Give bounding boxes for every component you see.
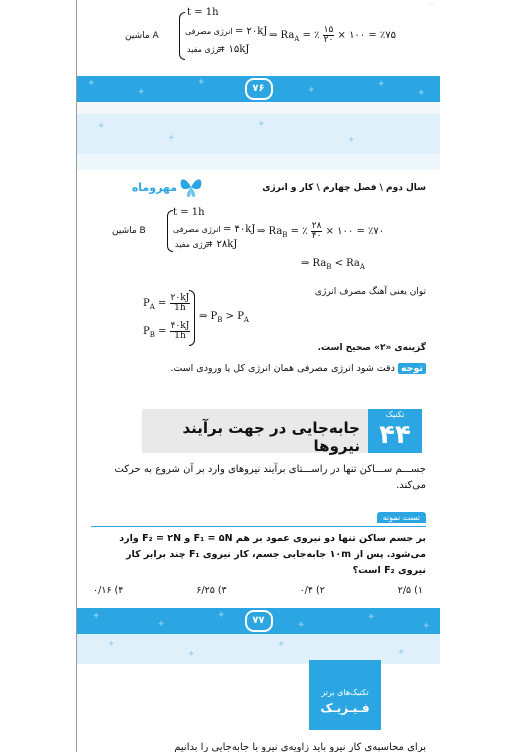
- efficiency-formula-a: [269, 26, 396, 45]
- time-line-b: t = 1h: [173, 207, 205, 218]
- header-fade: [77, 154, 440, 170]
- rb-denominator: ۴۰: [311, 231, 322, 241]
- rb-numerator: ۲۸: [311, 221, 322, 231]
- page-gap: [77, 102, 440, 114]
- power-result-mid: > P: [222, 311, 244, 322]
- compare-mid: < Ra: [331, 258, 360, 269]
- rb-tail: × ۱۰۰ = ٪۷۰: [325, 226, 385, 237]
- pa-sub: A: [149, 303, 155, 311]
- technique-number: ۴۴: [379, 420, 411, 450]
- ra-denominator: ۲۰: [323, 35, 334, 45]
- technique-title: جابه‌جایی در جهت برآیند نیروها: [182, 419, 360, 455]
- pa-fraction: [170, 294, 191, 313]
- book-cover: [309, 660, 381, 730]
- book-title-line2: فـیـزیـک: [320, 701, 370, 715]
- rb-fraction: [311, 222, 323, 241]
- options-row: [93, 585, 423, 596]
- useful-value-b: = ۲۸kJ: [205, 239, 238, 250]
- power-compare: [199, 311, 249, 324]
- rb-sub: B: [282, 231, 288, 239]
- logo-text: مهروماه: [131, 181, 177, 194]
- compare-lhs: ⇒ Ra: [301, 258, 327, 269]
- left-margin: [0, 0, 77, 752]
- butterfly-icon: [179, 176, 203, 198]
- document-page: [77, 0, 440, 752]
- breadcrumb: سال دوم \ فصل چهارم \ کار و انرژی: [262, 183, 426, 193]
- brace-power: [189, 290, 195, 346]
- lower-stars-band: ✦ ✦ ✦ ✦: [77, 634, 440, 664]
- pa-label: P: [143, 298, 150, 309]
- useful-label-a: انرژی مفید: [187, 45, 224, 54]
- pb-numerator: ۴۰kJ: [170, 321, 190, 331]
- pb-label: P: [143, 326, 150, 337]
- note-line: [170, 363, 426, 374]
- pb-fraction: [170, 322, 191, 341]
- power-b: [143, 322, 190, 341]
- power-result-sub-a: A: [243, 316, 249, 324]
- ra-eq: = ٪: [302, 30, 320, 41]
- pb-eq: =: [154, 326, 167, 337]
- option-2[interactable]: ۲) ۰/۴: [299, 585, 325, 596]
- sample-tab: تست نمونه: [377, 512, 426, 523]
- consumed-value-a: = ۲۰kJ: [235, 26, 268, 37]
- option-3[interactable]: ۳) ۶/۲۵: [196, 585, 227, 596]
- ra-tail: × ۱۰۰ = ٪۷۵: [337, 30, 397, 41]
- right-margin: [439, 0, 520, 752]
- power-note: توان یعنی آهنگ مصرف انرژی: [314, 287, 426, 297]
- technique-text: جســـم ســـاکن تنها در راســـتای برآیند نیروهای وارد بر آن شروع به حرکت می‌کند.: [114, 464, 426, 491]
- useful-label-b: انرژی مفید: [175, 240, 212, 249]
- pb-sub: B: [149, 331, 155, 339]
- page-footer-band-2: ✦ ✦ ✦ ✦ ✦ ✦: [77, 608, 440, 634]
- answer-line: گزینه‌ی «۲» صحیح است.: [317, 343, 426, 353]
- time-line-a: t = 1h: [187, 7, 219, 18]
- machine-a-label: A ماشین: [125, 31, 159, 41]
- ra-label: ⇒ Ra: [269, 30, 295, 41]
- rb-label: ⇒ Ra: [257, 226, 283, 237]
- brace-a: [179, 12, 185, 60]
- pa-numerator: ۲۰kJ: [170, 293, 190, 303]
- sample-rule: [91, 526, 426, 527]
- power-result-sub-b: B: [217, 316, 223, 324]
- pa-eq: =: [154, 298, 167, 309]
- page-number-top: ۷۶: [245, 78, 273, 100]
- consumed-value-b: = ۴۰kJ: [223, 224, 256, 235]
- brand-logo: [129, 176, 203, 200]
- option-1[interactable]: ۱) ۲/۵: [397, 585, 423, 596]
- note-tag: توجه: [398, 363, 426, 374]
- machine-b-label: B ماشین: [112, 226, 146, 236]
- technique-label: تکنیک: [385, 410, 405, 419]
- compare-sub-a: A: [359, 263, 365, 271]
- option-4[interactable]: ۴) ۰/۱۶: [93, 585, 124, 596]
- note-text: دقت شود انرژی مصرفی همان انرژی کل یا ورودی است.: [170, 363, 395, 374]
- compare-sub-b: B: [326, 263, 332, 271]
- page-header-band: ✦ ✦ ✦ ✦: [77, 114, 440, 154]
- page-footer-band: ✦ ✦ ✦ ✦ ✦ ✦: [77, 76, 440, 102]
- power-result-lhs: ⇒ P: [199, 311, 218, 322]
- pb-denominator: 1h: [174, 331, 186, 341]
- page-indicator: ·····: [427, 2, 434, 7]
- technique-heading: [142, 409, 422, 453]
- page-number-bottom: ۷۷: [245, 610, 273, 632]
- ra-sub: A: [294, 35, 300, 43]
- question-text: بر جسم ساکن تنها دو نیروی عمود بر هم F₁ = ۵N و F₂ = ۲N وارد می‌شود. پس از ۱۰m جابه‌جایی جسم، کار نیروی F₁ چند برابر کار نیروی F₂ است؟: [119, 533, 426, 576]
- consumed-label-a: انرژی مصرفی: [185, 27, 233, 36]
- ra-fraction: [323, 26, 335, 45]
- efficiency-formula-b: [257, 222, 384, 241]
- pa-denominator: 1h: [174, 303, 186, 313]
- book-title-line1: تکنیک‌های برتر: [321, 688, 369, 697]
- useful-value-a: = ۱۵kJ: [217, 44, 250, 55]
- ra-numerator: ۱۵: [323, 25, 334, 35]
- rb-eq: = ٪: [290, 226, 308, 237]
- power-a: [143, 294, 190, 313]
- consumed-label-b: انرژی مصرفی: [173, 225, 221, 234]
- efficiency-compare: [301, 258, 365, 271]
- technique-badge: [368, 409, 422, 453]
- bottom-cut-text: برای محاسبه‌ی کار نیرو باید زاویه‌ی نیرو با جابه‌جایی را بدانیم: [174, 742, 426, 752]
